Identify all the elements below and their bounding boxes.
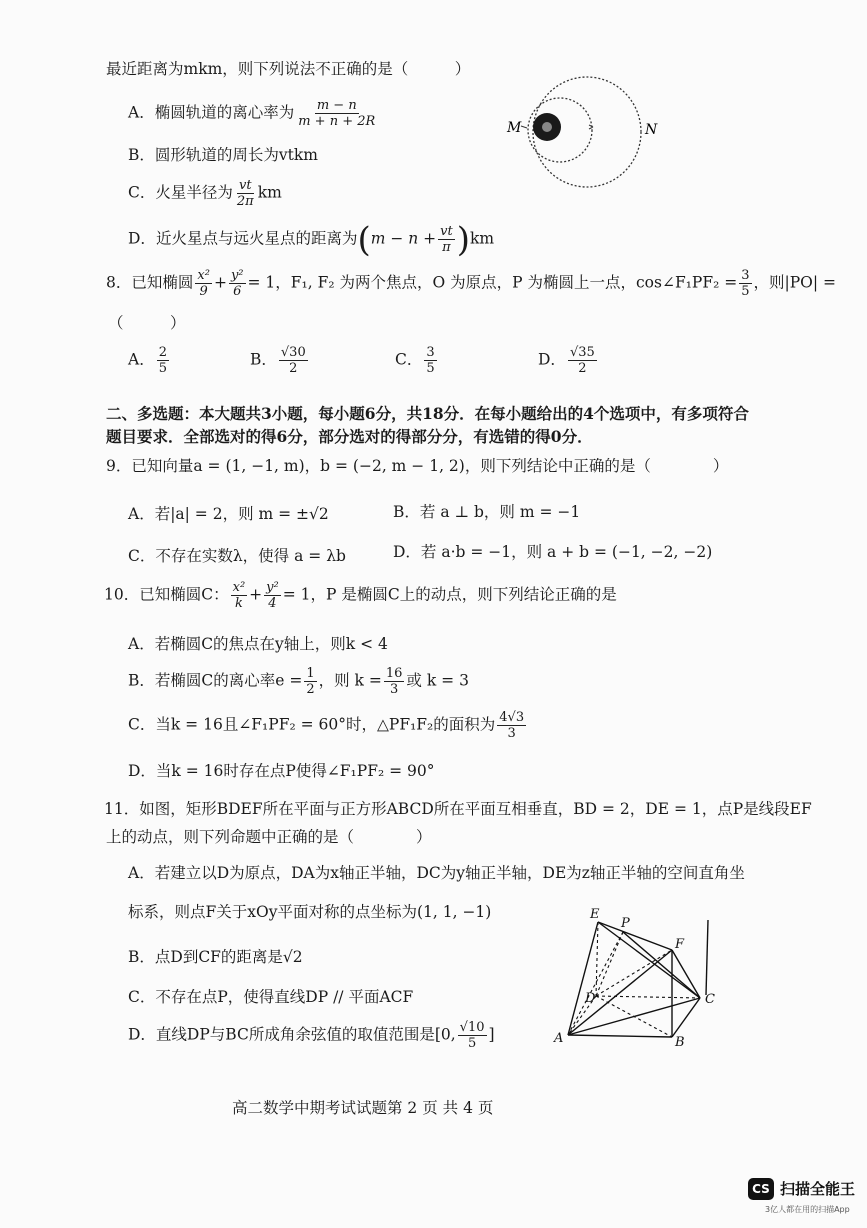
q9-stem: 9．已知向量a = (1, −1, m)，b = (−2, m − 1, 2)，则下列结论中正确的是（ ） <box>106 457 729 475</box>
q8-option-c: C． $\frac{3}{5}$ <box>395 345 435 376</box>
label-n: N <box>645 122 658 138</box>
q7-option-a: A．椭圆轨道的离心率为 $\frac{m - n}{m + n + 2R}$ <box>128 98 376 129</box>
q7-option-c: C．火星半径为 $\frac{vt}{2\pi}$ km <box>128 178 282 209</box>
q11-option-a-line1: A．若建立以D为原点，DA为x轴正半轴，DC为y轴正半轴，DE为z轴正半轴的空间直角坐 <box>128 864 745 882</box>
label-e: E <box>590 907 600 922</box>
solid-figure <box>548 900 728 1050</box>
q10-stem: 10．已知椭圆C： $\frac{\text{x²}}{k}$ + $\frac{\text{y²}}{4}$ = 1，P 是椭圆C上的动点，则下列结论正确的是 <box>104 580 617 611</box>
q11-option-a-line2: 标系，则点F关于xOy平面对称的点坐标为(1, 1, −1) <box>128 903 492 921</box>
orbit-figure <box>505 70 670 195</box>
q7-stem: 最近距离为mkm，则下列说法不正确的是（ ） <box>106 60 471 78</box>
q7-option-b: B．圆形轨道的周长为vtkm <box>128 146 318 164</box>
q8-option-d: D． $\frac{√35}{2}$ <box>538 345 595 376</box>
q11-option-d: D．直线DP与BC所成角余弦值的取值范围是[0, $\frac{√10}{5}$ ] <box>128 1020 495 1051</box>
label-p: P <box>621 916 630 931</box>
q10-option-a: A．若椭圆C的焦点在y轴上，则k < 4 <box>128 635 388 653</box>
q8-option-b: B． $\frac{√30}{2}$ <box>250 345 306 376</box>
label-b: B <box>675 1035 685 1050</box>
q7-option-d: D．近火星点与远火星点的距离为(m − n + $\frac{vt}{\pi}$ )km <box>128 219 495 260</box>
camscanner-name: 扫描全能王 <box>780 1180 856 1198</box>
section2-line2: 题目要求．全部选对的得6分，部分选对的得部分分，有选错的得0分． <box>106 427 593 446</box>
q11-stem-line2: 上的动点，则下列命题中正确的是（ ） <box>106 828 432 846</box>
camscanner-badge: CS <box>748 1178 774 1200</box>
page-footer: 高二数学中期考试试题第 2 页 共 4 页 <box>232 1099 494 1117</box>
q8-stem: 8．已知椭圆 $\frac{\text{x²}}{9}$ + $\frac{\text{y²}}{6}$ = 1，F₁, F₂ 为两个焦点，O 为原点，P 为椭圆上一点，cos∠F₁PF₂ = $\frac{3}{5}$ ，则|PO| = <box>106 268 837 299</box>
q9-option-c: C．不存在实数λ，使得 a = λb <box>128 547 346 565</box>
section2-line1: 二、多选题：本大题共3小题，每小题6分，共18分．在每小题给出的4个选项中，有多项符合 <box>106 404 749 423</box>
label-c: C <box>705 992 715 1007</box>
q8-paren: （ ） <box>108 314 186 332</box>
q9-option-a: A．若|a| = 2，则 m = ±√2 <box>128 505 329 523</box>
label-m: M <box>507 120 522 136</box>
label-f: F <box>675 937 685 952</box>
q9-option-d: D．若 a·b = −1，则 a + b = (−1, −2, −2) <box>393 543 713 561</box>
q11-option-b: B．点D到CF的距离是√2 <box>128 948 303 966</box>
q10-option-d: D．当k = 16时存在点P使得∠F₁PF₂ = 90° <box>128 762 435 780</box>
camscanner-tagline: 3亿人都在用的扫描App <box>765 1205 850 1214</box>
q11-option-c: C．不存在点P，使得直线DP // 平面ACF <box>128 988 414 1006</box>
label-d: D <box>585 991 596 1006</box>
q8-option-a: A． $\frac{2}{5}$ <box>128 345 167 376</box>
q10-option-b: B．若椭圆C的离心率e = $\frac{1}{2}$ ，则 k = $\frac{16}{3}$ 或 k = 3 <box>128 666 469 697</box>
q11-stem-line1: 11．如图，矩形BDEF所在平面与正方形ABCD所在平面互相垂直，BD = 2，DE = 1，点P是线段EF <box>104 800 812 818</box>
q9-option-b: B．若 a ⊥ b，则 m = −1 <box>393 503 581 521</box>
label-a: A <box>554 1031 564 1046</box>
q10-option-c: C．当k = 16且∠F₁PF₂ = 60°时，△PF₁F₂的面积为 $\frac{4√3}{3}$ <box>128 710 525 741</box>
